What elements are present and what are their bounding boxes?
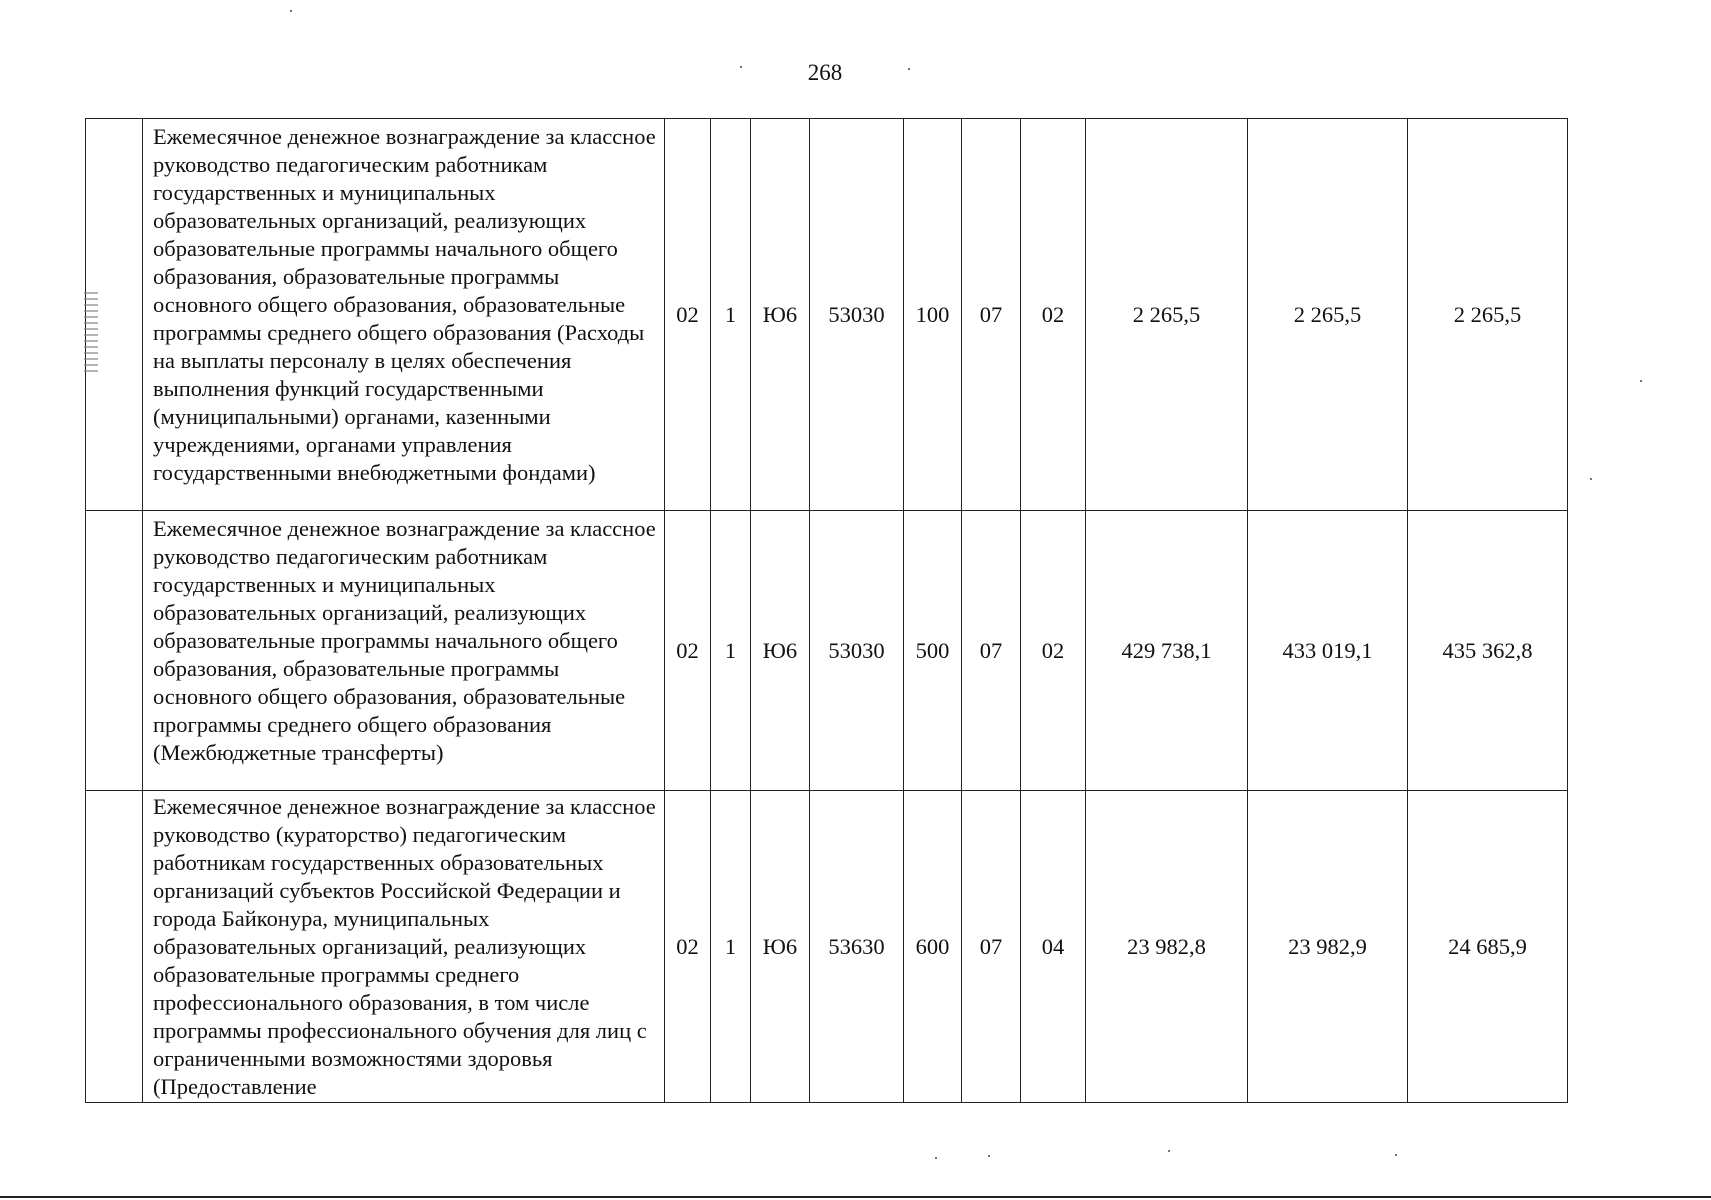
code-cell: 07	[962, 511, 1021, 791]
table-row	[86, 791, 1568, 1103]
scan-speck	[1590, 478, 1592, 480]
amount-cell: 433 019,1	[1248, 511, 1408, 791]
bottom-rule	[0, 1196, 1711, 1198]
amount-cell: 429 738,1	[1086, 511, 1248, 791]
page-number: 268	[807, 60, 843, 85]
row-description: Ежемесячное денежное вознаграждение за классное руководство педагогическим работникам государственных и муниципальных образовательных организаций, реализующих образовательные программы начального общего образования, образовательные программы основного общего образования, образовательные программы среднего общего образования (Расходы на выплаты персоналу в целях обеспечения выполнения функций государственными (муниципальными) органами, казенными учреждениями, органами управления государственными внебюджетными фондами)	[143, 119, 665, 511]
scan-speck	[935, 1157, 937, 1159]
scan-speck	[908, 68, 910, 70]
scan-speck	[988, 1155, 990, 1157]
code-cell: 100	[904, 119, 962, 511]
table-row	[86, 511, 1568, 791]
row-index-cell	[86, 791, 143, 1103]
code-cell: 1	[711, 511, 751, 791]
code-cell: 02	[1021, 119, 1086, 511]
code-cell: 02	[665, 511, 711, 791]
scan-speck	[740, 66, 742, 68]
table-row	[86, 119, 1568, 511]
amount-cell: 24 685,9	[1408, 791, 1568, 1103]
code-cell: 02	[1021, 511, 1086, 791]
scan-speck	[1168, 1150, 1170, 1152]
row-description: Ежемесячное денежное вознаграждение за классное руководство педагогическим работникам государственных и муниципальных образовательных организаций, реализующих образовательные программы начального общего образования, образовательные программы основного общего образования, образовательные программы среднего общего образования (Межбюджетные трансферты)	[143, 511, 665, 791]
code-cell: 02	[665, 791, 711, 1103]
code-cell: Ю6	[751, 119, 810, 511]
code-cell: 07	[962, 791, 1021, 1103]
code-cell: 53630	[810, 791, 904, 1103]
scan-speck	[1395, 1154, 1397, 1156]
amount-cell: 2 265,5	[1086, 119, 1248, 511]
code-cell: Ю6	[751, 511, 810, 791]
scan-margin-mark	[84, 292, 98, 372]
code-cell: 600	[904, 791, 962, 1103]
code-cell: 53030	[810, 511, 904, 791]
code-cell: 1	[711, 791, 751, 1103]
code-cell: 04	[1021, 791, 1086, 1103]
amount-cell: 2 265,5	[1408, 119, 1568, 511]
code-cell: 07	[962, 119, 1021, 511]
budget-table	[85, 118, 1568, 1103]
amount-cell: 23 982,9	[1248, 791, 1408, 1103]
code-cell: Ю6	[751, 791, 810, 1103]
row-description: Ежемесячное денежное вознаграждение за классное руководство (кураторство) педагогическим работникам государственных образовательных организаций субъектов Российской Федерации и города Байконура, муниципальных образовательных организаций, реализующих образовательные программы среднего профессионального образования, в том числе программы профессионального обучения для лиц с ограниченными возможностями здоровья (Предоставление	[143, 791, 665, 1103]
amount-cell: 23 982,8	[1086, 791, 1248, 1103]
code-cell: 500	[904, 511, 962, 791]
row-index-cell	[86, 511, 143, 791]
scan-speck	[290, 10, 292, 12]
code-cell: 02	[665, 119, 711, 511]
code-cell: 1	[711, 119, 751, 511]
code-cell: 53030	[810, 119, 904, 511]
amount-cell: 2 265,5	[1248, 119, 1408, 511]
scan-speck	[1640, 380, 1642, 382]
amount-cell: 435 362,8	[1408, 511, 1568, 791]
